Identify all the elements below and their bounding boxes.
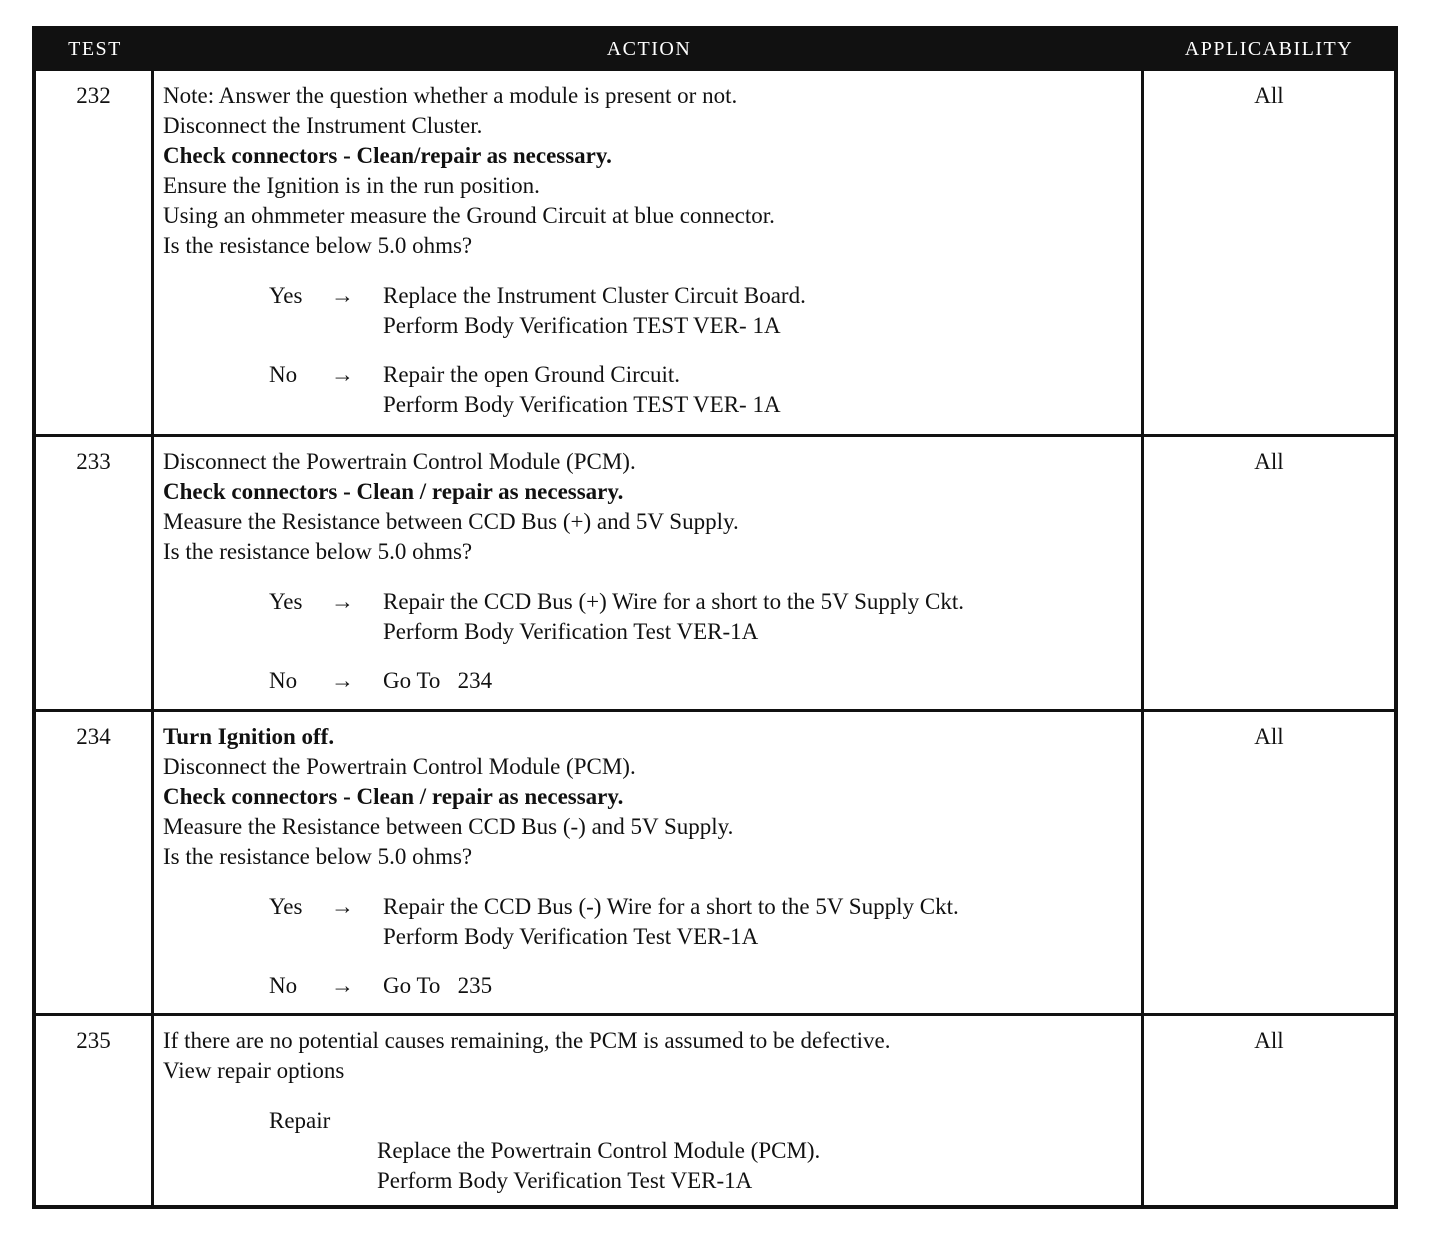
arrow-icon: → — [331, 668, 354, 693]
arrow-icon: → — [331, 589, 354, 614]
no-label: No — [269, 973, 298, 998]
action-line: Turn Ignition off. — [163, 724, 335, 749]
yes-label: Yes — [269, 589, 303, 614]
yes-label: Yes — [269, 283, 303, 308]
no-result-line: Go To 234 — [383, 668, 493, 693]
yes-branch — [163, 281, 1133, 341]
yes-result-line: Perform Body Verification Test VER-1A — [383, 619, 759, 644]
test-number: 235 — [36, 1016, 154, 1205]
header-applicability: APPLICABILITY — [1184, 37, 1354, 60]
yes-branch — [163, 892, 1133, 952]
table-row — [36, 434, 1394, 709]
applicability-value: All — [1254, 83, 1284, 108]
action-cell — [154, 71, 1144, 434]
yes-result-line: Repair the CCD Bus (+) Wire for a short to the 5V Supply Ckt. — [383, 589, 965, 614]
action-line: If there are no potential causes remaining, the PCM is assumed to be defective. — [163, 1028, 891, 1053]
no-result-line: Perform Body Verification TEST VER- 1A — [383, 392, 781, 417]
table-header — [36, 30, 1394, 68]
arrow-icon: → — [331, 894, 354, 919]
action-cell — [154, 1016, 1144, 1205]
no-branch — [163, 666, 1133, 696]
table-row — [36, 709, 1394, 1013]
action-line: Check connectors - Clean / repair as necessary. — [163, 784, 624, 809]
applicability-value: All — [1254, 449, 1284, 474]
action-line: Is the resistance below 5.0 ohms? — [163, 233, 473, 258]
applicability-value: All — [1254, 1028, 1284, 1053]
header-action: ACTION — [606, 37, 692, 60]
arrow-icon: → — [331, 362, 354, 387]
table-row — [36, 1013, 1394, 1205]
yes-label: Yes — [269, 894, 303, 919]
no-label: No — [269, 362, 298, 387]
action-line: Ensure the Ignition is in the run position. — [163, 173, 540, 198]
header-test: TEST — [68, 37, 122, 60]
action-line: Measure the Resistance between CCD Bus (+) and 5V Supply. — [163, 509, 739, 534]
arrow-icon: → — [331, 283, 354, 308]
action-line: Disconnect the Powertrain Control Module (PCM). — [163, 449, 636, 474]
no-branch — [163, 971, 1133, 1001]
action-line: Is the resistance below 5.0 ohms? — [163, 844, 473, 869]
yes-result-line: Replace the Instrument Cluster Circuit Board. — [383, 283, 806, 308]
yes-result-line: Perform Body Verification TEST VER- 1A — [383, 313, 781, 338]
action-cell — [154, 712, 1144, 1013]
yes-result-line: Perform Body Verification Test VER-1A — [383, 924, 759, 949]
yes-result-line: Repair the CCD Bus (-) Wire for a short to the 5V Supply Ckt. — [383, 894, 959, 919]
repair-line: Replace the Powertrain Control Module (PCM). — [377, 1138, 821, 1163]
action-line: Measure the Resistance between CCD Bus (-) and 5V Supply. — [163, 814, 734, 839]
action-line: Using an ohmmeter measure the Ground Circuit at blue connector. — [163, 203, 775, 228]
repair-label: Repair — [269, 1108, 331, 1133]
yes-branch — [163, 587, 1133, 647]
table-row — [36, 68, 1394, 434]
no-label: No — [269, 668, 298, 693]
no-result-line: Go To 235 — [383, 973, 493, 998]
arrow-icon: → — [331, 973, 354, 998]
diagnostic-table — [32, 26, 1398, 1209]
action-line: Check connectors - Clean/repair as necessary. — [163, 143, 612, 168]
action-line: Disconnect the Instrument Cluster. — [163, 113, 483, 138]
action-line: Disconnect the Powertrain Control Module (PCM). — [163, 754, 636, 779]
test-number: 234 — [36, 712, 154, 1013]
applicability-value: All — [1254, 724, 1284, 749]
no-branch — [163, 360, 1133, 420]
no-result-line: Repair the open Ground Circuit. — [383, 362, 681, 387]
repair-line: Perform Body Verification Test VER-1A — [377, 1168, 753, 1193]
test-number: 233 — [36, 437, 154, 709]
action-line: Note: Answer the question whether a module is present or not. — [163, 83, 738, 108]
action-line: Is the resistance below 5.0 ohms? — [163, 539, 473, 564]
action-cell — [154, 437, 1144, 709]
action-line: Check connectors - Clean / repair as necessary. — [163, 479, 624, 504]
action-line: View repair options — [163, 1058, 345, 1083]
test-number: 232 — [36, 71, 154, 434]
